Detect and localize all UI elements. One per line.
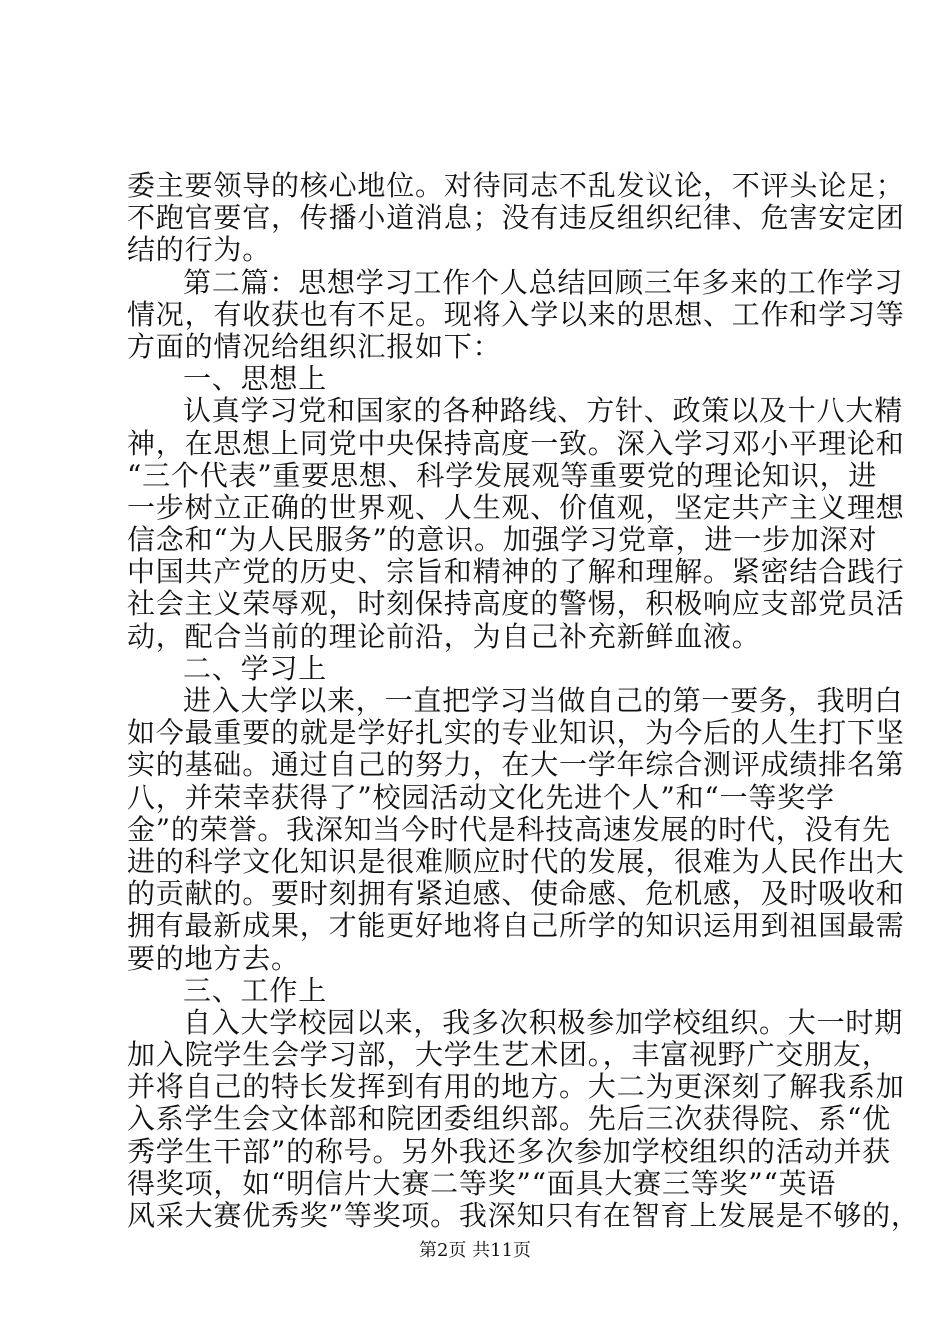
text-line: 拥有最新成果，才能更好地将自己所学的知识运用到祖国最需 <box>127 909 905 943</box>
subheading-work: 三、工作上 <box>183 973 328 1007</box>
page-number-footer: 第2页 共11页 <box>418 1240 532 1261</box>
text-line: 并将自己的特长发挥到有用的地方。大二为更深刻了解我系加 <box>127 1070 905 1104</box>
text-line: 如今最重要的就是学好扎实的专业知识，为今后的人生打下坚 <box>127 716 905 750</box>
text-line: 不跑官要官，传播小道消息；没有违反组织纪律、危害安定团 <box>127 201 905 235</box>
text-line: 自入大学校园以来，我多次积极参加学校组织。大一时期 <box>183 1005 904 1039</box>
text-line: 中国共产党的历史、宗旨和精神的了解和理解。紧密结合践行 <box>127 555 905 589</box>
text-line: 委主要领导的核心地位。对待同志不乱发议论，不评头论足； <box>127 169 905 202</box>
text-line: 方面的情况给组织汇报如下： <box>127 329 502 363</box>
text-line: 要的地方去。 <box>127 941 300 975</box>
document-body <box>127 169 920 1232</box>
text-line: 实的基础。通过自己的努力，在大一学年综合测评成绩排名第 <box>127 748 905 782</box>
subheading-thought: 一、思想上 <box>183 362 328 396</box>
text-line: “三个代表”重要思想、科学发展观等重要党的理论知识，进 <box>127 458 878 492</box>
section-heading-line: 第二篇：思想学习工作个人总结回顾三年多来的工作学习 <box>183 265 904 299</box>
subheading-study: 二、学习上 <box>183 651 328 685</box>
text-line: 入系学生会文体部和院团委组织部。先后三次获得院、系“优 <box>127 1102 891 1136</box>
text-line: 信念和“为人民服务”的意识。加强学习党章，进一步加深对 <box>127 523 878 557</box>
text-line: 进的科学文化知识是很难顺应时代的发展，很难为人民作出大 <box>127 844 905 878</box>
text-line: 情况，有收获也有不足。现将入学以来的思想、工作和学习等 <box>127 297 905 331</box>
text-line: 秀学生干部”的称号。另外我还多次参加学校组织的活动并获 <box>127 1134 891 1168</box>
text-line: 加入院学生会学习部，大学生艺术团。，丰富视野广交朋友， <box>127 1038 891 1072</box>
text-line: 神，在思想上同党中央保持高度一致。深入学习邓小平理论和 <box>127 426 905 460</box>
text-line: 认真学习党和国家的各种路线、方针、政策以及十八大精 <box>183 394 904 428</box>
text-line: 一步树立正确的世界观、人生观、价值观，坚定共产主义理想 <box>127 490 905 524</box>
text-line: 动，配合当前的理论前沿，为自己补充新鲜血液。 <box>127 619 761 653</box>
text-line: 的贡献的。要时刻拥有紧迫感、使命感、危机感，及时吸收和 <box>127 877 905 911</box>
text-line: 得奖项，如“明信片大赛二等奖”“面具大赛三等奖”“英语 <box>127 1166 837 1200</box>
text-line: 社会主义荣辱观，时刻保持高度的警惕，积极响应支部党员活 <box>127 587 905 621</box>
text-line: 八，并荣幸获得了”校园活动文化先进个人”和“一等奖学 <box>127 780 835 814</box>
text-line: 进入大学以来，一直把学习当做自己的第一要务，我明白 <box>183 684 904 717</box>
text-line: 风采大赛优秀奖”等奖项。我深知只有在智育上发展是不够的， <box>127 1199 920 1232</box>
text-line: 金”的荣誉。我深知当今时代是科技高速发展的时代，没有先 <box>127 812 891 846</box>
text-line: 结的行为。 <box>127 233 272 267</box>
